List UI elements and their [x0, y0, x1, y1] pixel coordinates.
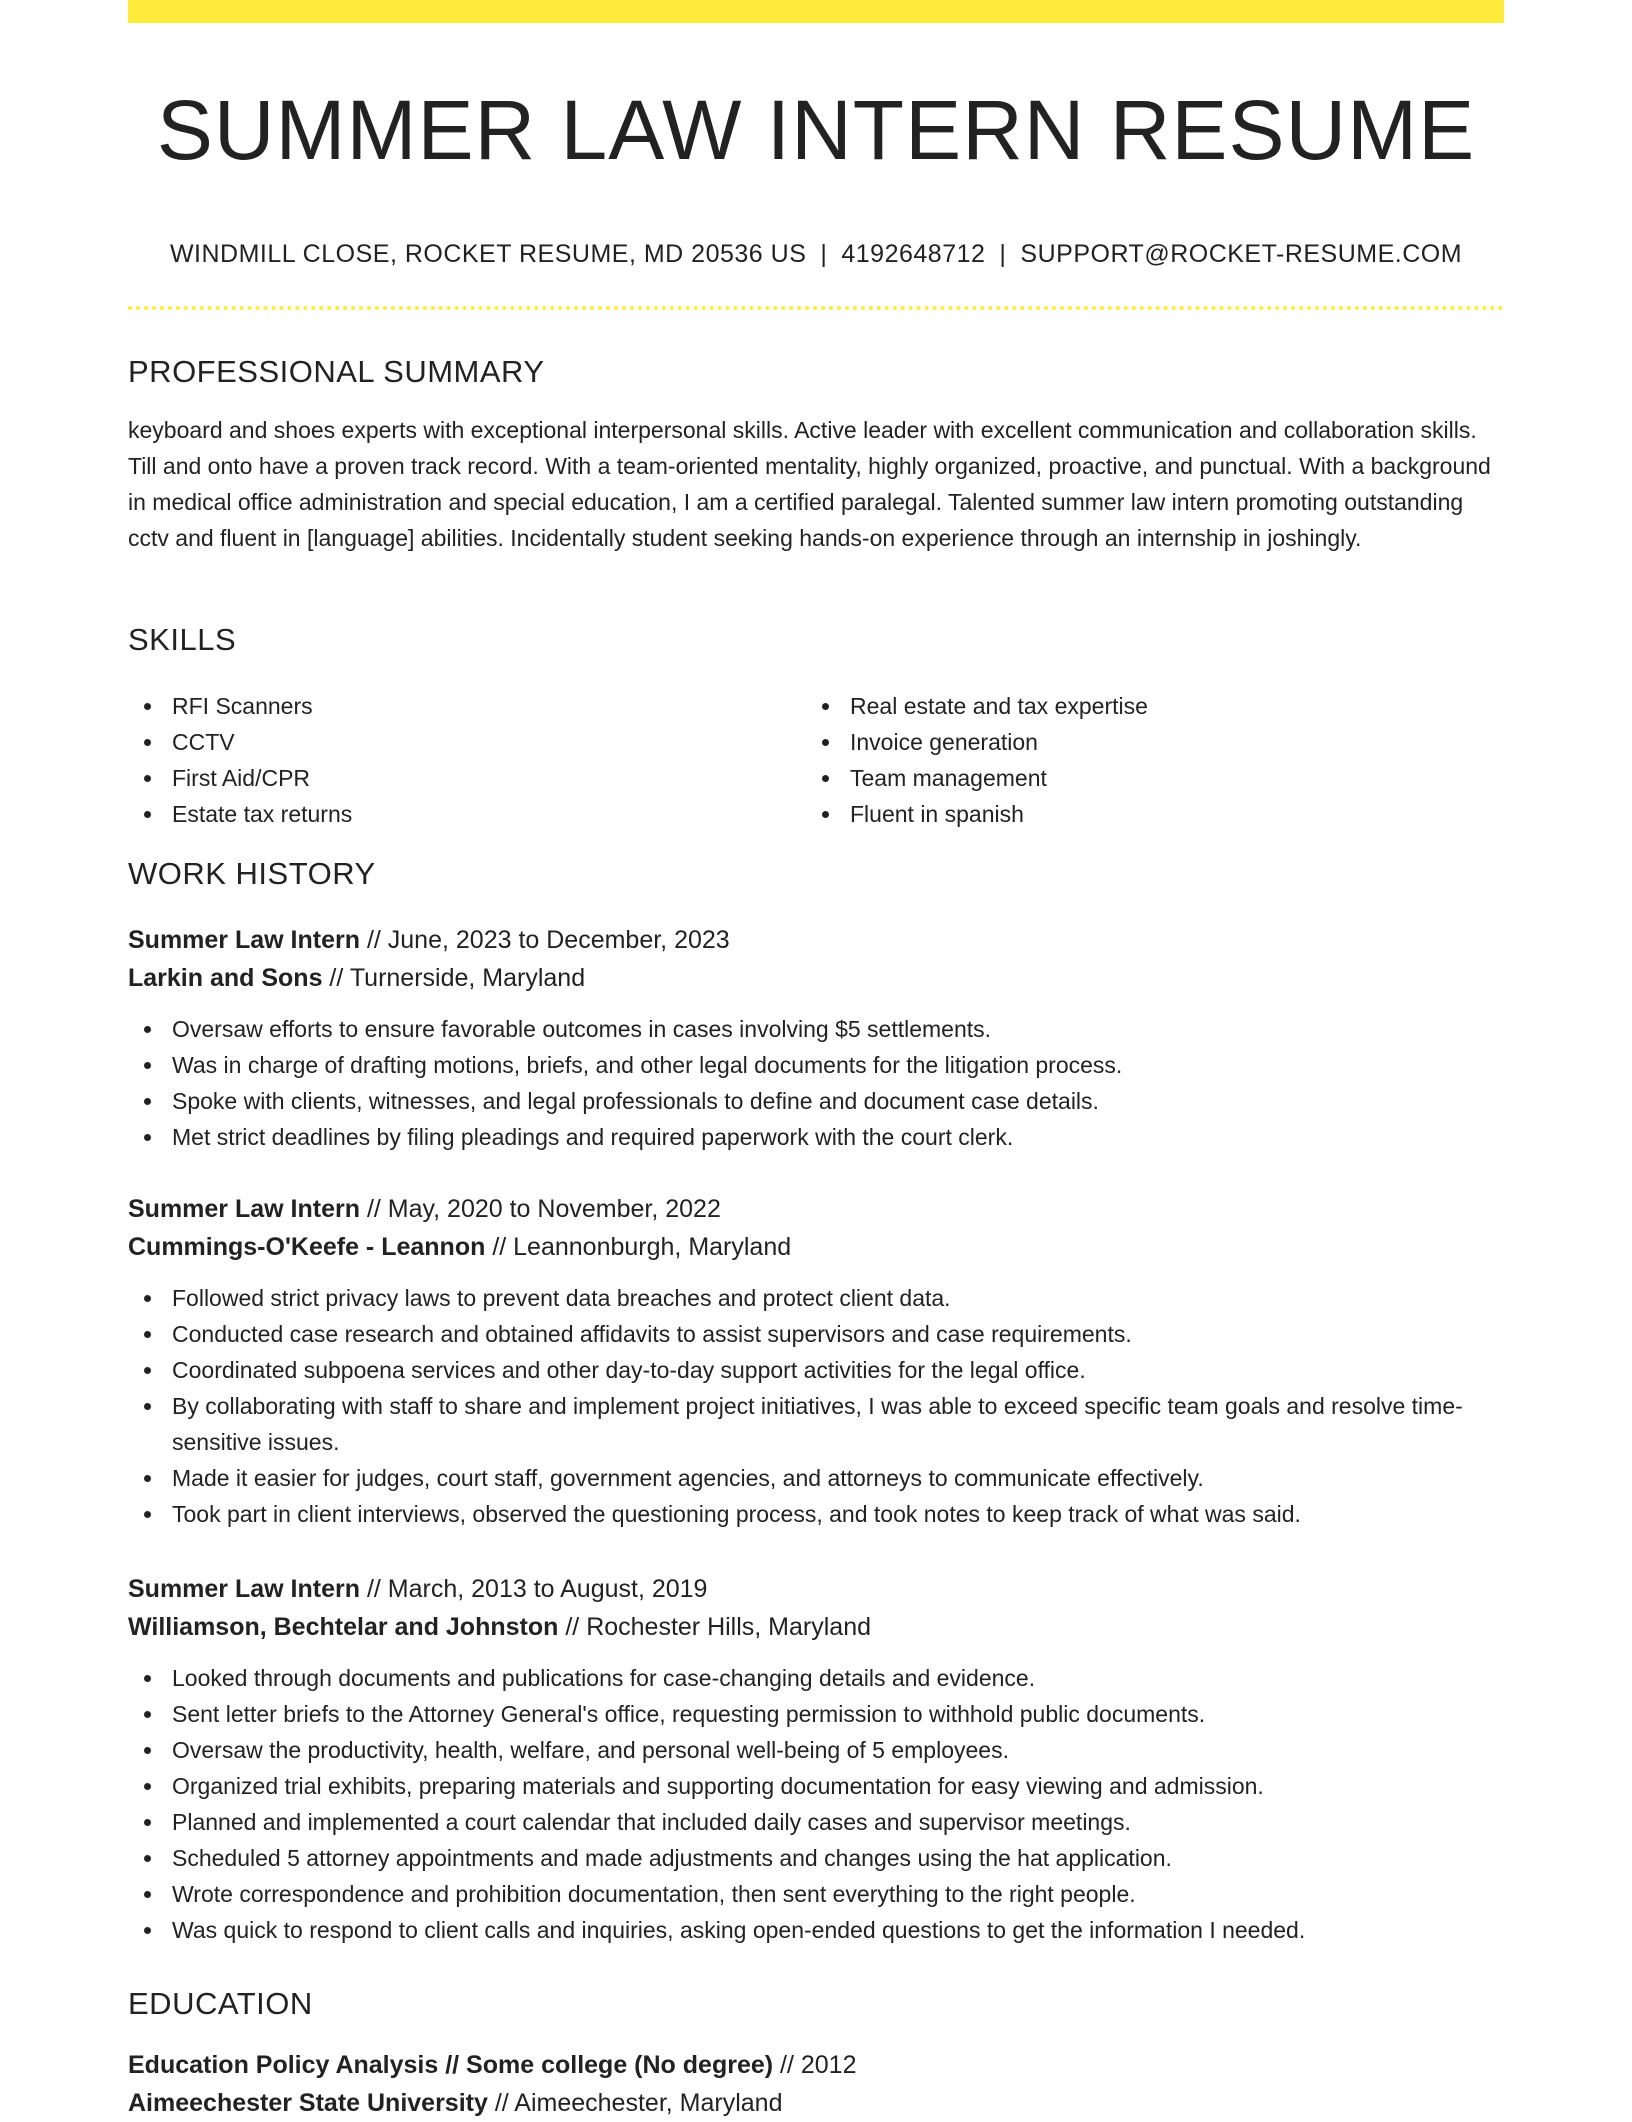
- skills-column-left: [128, 688, 808, 832]
- education-school: Aimeechester State University: [128, 2089, 488, 2117]
- job-bullet: Conducted case research and obtained affidavits to assist supervisors and case requirements.: [128, 1316, 1504, 1352]
- job-title: Summer Law Intern: [128, 1195, 360, 1223]
- job-bullet: Met strict deadlines by filing pleadings and required paperwork with the court clerk.: [128, 1119, 1504, 1155]
- skill-item: Fluent in spanish: [806, 796, 1486, 832]
- contact-phone: 4192648712: [841, 240, 986, 268]
- job-bullet: Was quick to respond to client calls and inquiries, asking open-ended questions to get the information I needed.: [128, 1912, 1504, 1948]
- resume-title: SUMMER LAW INTERN RESUME: [156, 83, 1476, 177]
- job-bullet: Made it easier for judges, court staff, government agencies, and attorneys to communicate effectively.: [128, 1460, 1504, 1496]
- job-bullet: Spoke with clients, witnesses, and legal professionals to define and document case details.: [128, 1083, 1504, 1119]
- summary-heading: PROFESSIONAL SUMMARY: [128, 354, 545, 389]
- skill-item: Real estate and tax expertise: [806, 688, 1486, 724]
- work-history-heading: WORK HISTORY: [128, 856, 376, 891]
- skills-column-right: [806, 688, 1486, 832]
- job-entry: [128, 1190, 1504, 1532]
- job-bullet: By collaborating with staff to share and implement project initiatives, I was able to exceed specific team goals and resolve time-sensitive issues.: [128, 1388, 1504, 1460]
- job-entry: [128, 921, 1504, 1155]
- job-company: Larkin and Sons: [128, 964, 323, 992]
- job-dates: // June, 2023 to December, 2023: [360, 926, 730, 954]
- job-bullet: Looked through documents and publications for case-changing details and evidence.: [128, 1660, 1504, 1696]
- contact-separator: |: [999, 240, 1007, 268]
- job-bullet: Took part in client interviews, observed the questioning process, and took notes to keep track of what was said.: [128, 1496, 1504, 1532]
- summary-text: keyboard and shoes experts with exceptional interpersonal skills. Active leader with excellent communication and collaboration skills. Till and onto have a proven track record. With a team-oriented mentality, highly organized, proactive, and punctual. With a background in medical office administration and special education, I am a certified paralegal. Talented summer law intern promoting outstanding cctv and fluent in [language] abilities. Incidentally student seeking hands-on experience through an internship in joshingly.: [128, 417, 1491, 551]
- job-bullet: Organized trial exhibits, preparing materials and supporting documentation for easy viewing and admission.: [128, 1768, 1504, 1804]
- job-bullets: [128, 1011, 1504, 1155]
- education-entry: [128, 2046, 1504, 2122]
- job-title: Summer Law Intern: [128, 926, 360, 954]
- skill-item: First Aid/CPR: [128, 760, 808, 796]
- job-dates: // May, 2020 to November, 2022: [360, 1195, 721, 1223]
- job-bullet: Was in charge of drafting motions, briefs, and other legal documents for the litigation process.: [128, 1047, 1504, 1083]
- job-bullet: Coordinated subpoena services and other day-to-day support activities for the legal office.: [128, 1352, 1504, 1388]
- skill-item: Team management: [806, 760, 1486, 796]
- job-company: Cummings-O'Keefe - Leannon: [128, 1233, 486, 1261]
- job-bullet: Sent letter briefs to the Attorney General's office, requesting permission to withhold public documents.: [128, 1696, 1504, 1732]
- education-location: // Aimeechester, Maryland: [487, 2089, 783, 2117]
- job-bullet: Oversaw efforts to ensure favorable outcomes in cases involving $5 settlements.: [128, 1011, 1504, 1047]
- job-bullet: Followed strict privacy laws to prevent data breaches and protect client data.: [128, 1280, 1504, 1316]
- job-entry: [128, 1570, 1504, 1948]
- skill-item: CCTV: [128, 724, 808, 760]
- skill-item: Estate tax returns: [128, 796, 808, 832]
- top-accent-bar: [128, 0, 1504, 23]
- dotted-divider: [128, 306, 1504, 310]
- job-bullet: Planned and implemented a court calendar that included daily cases and supervisor meetings.: [128, 1804, 1504, 1840]
- skills-heading: SKILLS: [128, 622, 237, 657]
- job-bullets: [128, 1280, 1504, 1532]
- job-bullets: [128, 1660, 1504, 1948]
- job-location: // Rochester Hills, Maryland: [558, 1613, 872, 1641]
- contact-separator: |: [820, 240, 828, 268]
- contact-email: SUPPORT@ROCKET-RESUME.COM: [1020, 240, 1463, 268]
- job-bullet: Oversaw the productivity, health, welfare, and personal well-being of 5 employees.: [128, 1732, 1504, 1768]
- job-bullet: Scheduled 5 attorney appointments and made adjustments and changes using the hat application.: [128, 1840, 1504, 1876]
- contact-line: [128, 236, 1504, 272]
- job-bullet: Wrote correspondence and prohibition documentation, then sent everything to the right people.: [128, 1876, 1504, 1912]
- education-degree: Education Policy Analysis // Some college (No degree): [128, 2051, 774, 2079]
- job-location: // Leannonburgh, Maryland: [485, 1233, 792, 1261]
- contact-address: WINDMILL CLOSE, ROCKET RESUME, MD 20536 US: [169, 240, 807, 268]
- job-title: Summer Law Intern: [128, 1575, 360, 1603]
- skill-item: Invoice generation: [806, 724, 1486, 760]
- job-dates: // March, 2013 to August, 2019: [360, 1575, 708, 1603]
- education-year: // 2012: [773, 2051, 857, 2079]
- education-heading: EDUCATION: [128, 1986, 313, 2021]
- job-location: // Turnerside, Maryland: [322, 964, 586, 992]
- job-company: Williamson, Bechtelar and Johnston: [128, 1613, 559, 1641]
- skill-item: RFI Scanners: [128, 688, 808, 724]
